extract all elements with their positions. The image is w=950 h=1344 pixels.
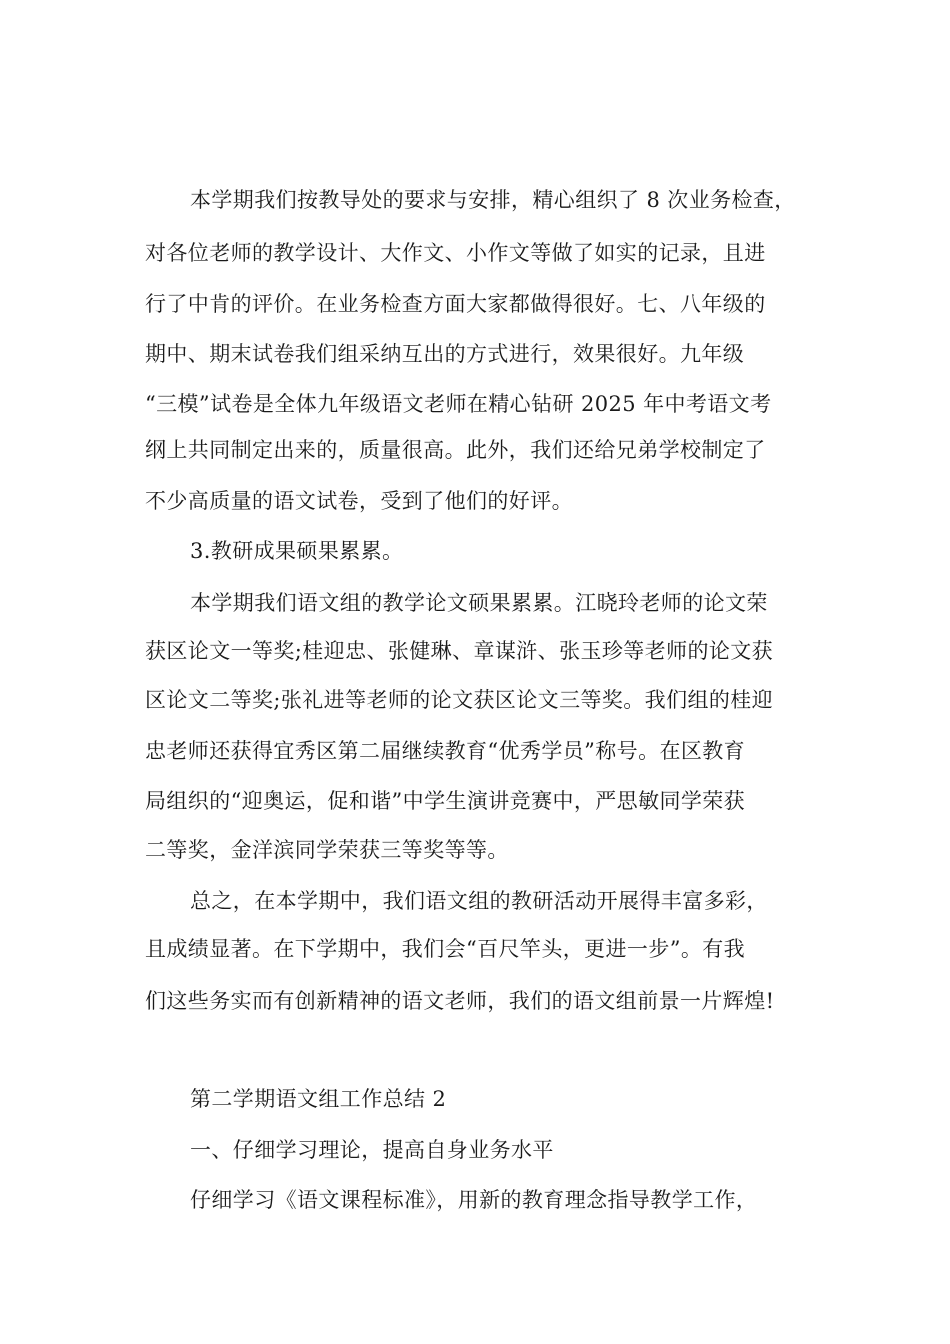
paragraph-line: 且成绩显著。在下学期中，我们会“百尺竿头，更进一步”。有我 <box>145 937 746 961</box>
paragraph-line: “三模”试卷是全体九年级语文老师在精心钻研 2025 年中考语文考 <box>145 392 772 416</box>
paragraph-line: 局组织的“迎奥运，促和谐”中学生演讲竞赛中，严思敏同学荣获 <box>145 789 746 813</box>
paragraph-line: 获区论文一等奖;桂迎忠、张健琳、章谋浒、张玉珍等老师的论文获 <box>145 639 774 663</box>
subheading: 3.教研成果硕果累累。 <box>190 539 404 563</box>
paragraph-line: 二等奖，金洋滨同学荣获三等奖等等。 <box>145 838 509 862</box>
paragraph-line: 对各位老师的教学设计、大作文、小作文等做了如实的记录，且进 <box>145 241 766 265</box>
paragraph-line: 仔细学习《语文课程标准》，用新的教育理念指导教学工作， <box>190 1188 758 1212</box>
paragraph-line: 区论文二等奖;张礼进等老师的论文获区论文三等奖。我们组的桂迎 <box>145 688 774 712</box>
section-heading: 一、仔细学习理论，提高自身业务水平 <box>190 1138 554 1162</box>
paragraph-line: 们这些务实而有创新精神的语文老师，我们的语文组前景一片辉煌! <box>145 989 775 1013</box>
paragraph-line: 忠老师还获得宜秀区第二届继续教育“优秀学员”称号。在区教育 <box>145 739 746 763</box>
paragraph-line: 不少高质量的语文试卷，受到了他们的好评。 <box>145 489 573 513</box>
paragraph-line: 期中、期末试卷我们组采纳互出的方式进行，效果很好。九年级 <box>145 342 745 366</box>
paragraph-line: 本学期我们按教导处的要求与安排，精心组织了 8 次业务检查， <box>190 188 796 212</box>
paragraph-line: 总之，在本学期中，我们语文组的教研活动开展得丰富多彩， <box>190 889 768 913</box>
paragraph-line: 本学期我们语文组的教学论文硕果累累。江晓玲老师的论文荣 <box>190 591 768 615</box>
paragraph-line: 行了中肯的评价。在业务检查方面大家都做得很好。七、八年级的 <box>145 292 766 316</box>
paragraph-line: 纲上共同制定出来的，质量很高。此外，我们还给兄弟学校制定了 <box>145 438 766 462</box>
section-title: 第二学期语文组工作总结 2 <box>190 1087 447 1111</box>
